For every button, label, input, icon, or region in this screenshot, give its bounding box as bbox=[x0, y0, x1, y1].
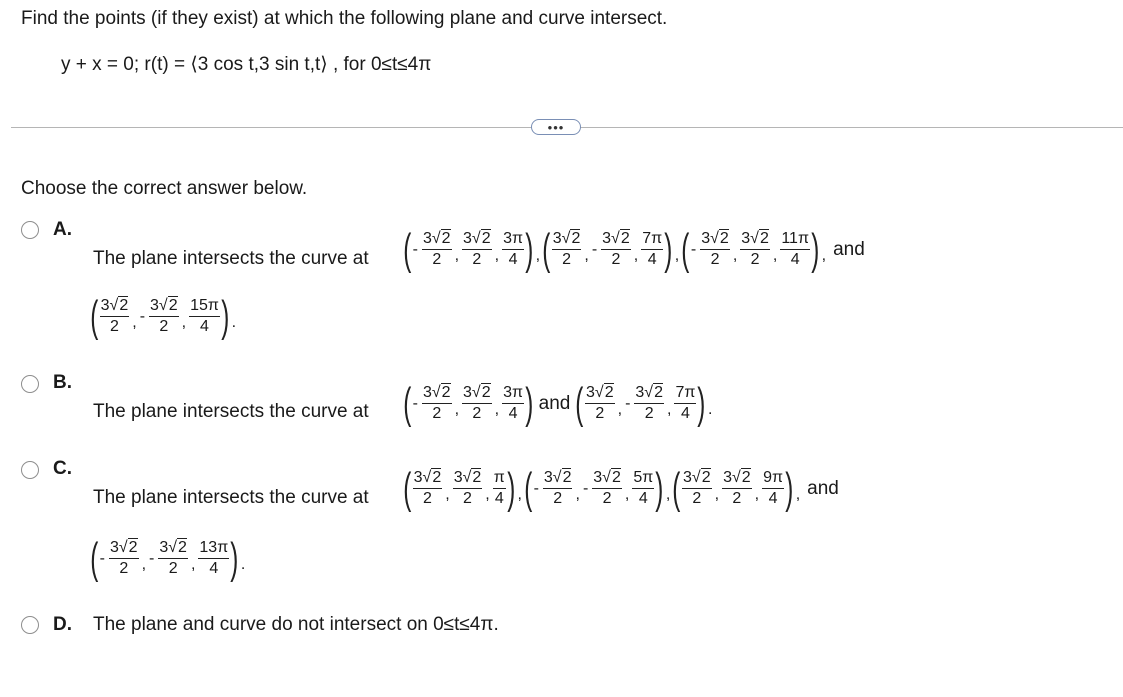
fraction bbox=[462, 385, 492, 423]
fraction-denominator: 2 bbox=[602, 490, 612, 507]
fraction bbox=[674, 385, 696, 423]
minus-sign: - bbox=[412, 241, 418, 258]
comma: , bbox=[517, 486, 522, 503]
radicand: 2 bbox=[571, 230, 581, 248]
comma: , bbox=[772, 247, 778, 264]
period: . bbox=[708, 401, 713, 418]
fraction-denominator: 4 bbox=[638, 490, 648, 507]
and-connector: and bbox=[538, 393, 571, 414]
comma: , bbox=[454, 401, 460, 418]
comma: , bbox=[795, 486, 801, 503]
fraction-numerator: 15π bbox=[189, 298, 220, 317]
comma: , bbox=[132, 314, 137, 331]
fraction bbox=[634, 385, 664, 423]
close-paren: ) bbox=[525, 379, 534, 428]
comma: , bbox=[665, 486, 671, 503]
radicand: 2 bbox=[654, 384, 663, 402]
comma: , bbox=[535, 247, 541, 264]
fraction-numerator: 3√2 bbox=[413, 470, 443, 489]
open-paren: ( bbox=[542, 225, 551, 274]
fraction bbox=[502, 385, 524, 423]
fraction-numerator: 3√2 bbox=[422, 385, 452, 404]
fraction-numerator: 3√2 bbox=[158, 540, 188, 559]
radicand: 2 bbox=[441, 384, 451, 402]
fraction-numerator: 3√2 bbox=[740, 231, 770, 250]
fraction bbox=[158, 540, 188, 578]
fraction bbox=[592, 470, 622, 508]
fraction-numerator: 13π bbox=[198, 540, 229, 559]
option-a-points-line2 bbox=[90, 292, 238, 341]
close-paren: ) bbox=[655, 464, 664, 513]
comma: , bbox=[714, 486, 720, 503]
point-tuple bbox=[681, 225, 820, 274]
fraction bbox=[552, 231, 582, 269]
fraction-numerator: 7π bbox=[674, 385, 696, 404]
point-tuple bbox=[403, 225, 534, 274]
option-a-lead: The plane intersects the curve at bbox=[93, 248, 369, 269]
fraction-numerator: 3√2 bbox=[422, 231, 452, 250]
minus-sign: - bbox=[533, 480, 539, 497]
minus-sign: - bbox=[412, 395, 418, 412]
option-a-points-line1 bbox=[403, 225, 870, 274]
fraction-numerator: π bbox=[493, 470, 506, 489]
close-paren: ) bbox=[507, 464, 516, 513]
minus-sign: - bbox=[149, 550, 155, 567]
period: . bbox=[231, 314, 237, 331]
fraction-denominator: 4 bbox=[209, 560, 219, 577]
minus-sign: - bbox=[582, 480, 589, 497]
fraction-denominator: 4 bbox=[508, 251, 518, 268]
fraction-denominator: 2 bbox=[750, 251, 760, 268]
fraction-denominator: 4 bbox=[508, 405, 518, 422]
fraction bbox=[198, 540, 229, 578]
fraction bbox=[682, 470, 712, 508]
fraction-denominator: 2 bbox=[611, 251, 621, 268]
option-d-letter: D. bbox=[53, 614, 72, 635]
fraction-denominator: 2 bbox=[562, 251, 572, 268]
fraction-numerator: 3√2 bbox=[462, 385, 492, 404]
fraction bbox=[422, 231, 452, 269]
fraction bbox=[722, 470, 752, 508]
fraction-numerator: 3√2 bbox=[722, 470, 752, 489]
option-c-points-line2 bbox=[90, 534, 247, 583]
comma: , bbox=[445, 486, 450, 503]
fraction-denominator: 2 bbox=[168, 560, 178, 577]
fraction bbox=[422, 385, 452, 423]
open-paren: ( bbox=[575, 379, 584, 428]
minus-sign: - bbox=[591, 241, 598, 258]
option-d-text: The plane and curve do not intersect on 0≤t≤4π. bbox=[93, 614, 499, 635]
comma: , bbox=[617, 401, 623, 418]
radicand: 2 bbox=[759, 230, 769, 248]
radicand: 2 bbox=[168, 297, 178, 315]
point-tuple bbox=[403, 379, 534, 428]
fraction-numerator: 3√2 bbox=[682, 470, 712, 489]
question-prompt: Find the points (if they exist) at which the following plane and curve intersect. bbox=[21, 8, 668, 29]
fraction-denominator: 2 bbox=[432, 251, 442, 268]
fraction-denominator: 2 bbox=[710, 251, 720, 268]
minus-sign: - bbox=[690, 241, 697, 258]
fraction-numerator: 3√2 bbox=[462, 231, 492, 250]
fraction-numerator: 3π bbox=[502, 231, 524, 250]
comma: , bbox=[732, 247, 738, 264]
fraction-denominator: 4 bbox=[768, 490, 778, 507]
option-c-points-line1 bbox=[403, 464, 844, 513]
comma: , bbox=[494, 247, 500, 264]
fraction-numerator: 3π bbox=[502, 385, 524, 404]
fraction-denominator: 2 bbox=[432, 405, 442, 422]
comma: , bbox=[633, 247, 639, 264]
fraction bbox=[189, 298, 220, 336]
radicand: 2 bbox=[119, 297, 129, 315]
fraction bbox=[453, 470, 483, 508]
open-paren: ( bbox=[90, 292, 99, 341]
fraction bbox=[149, 298, 179, 336]
fraction-numerator: 3√2 bbox=[109, 540, 139, 559]
comma: , bbox=[754, 486, 760, 503]
point-tuple bbox=[524, 464, 664, 513]
point-tuple bbox=[90, 534, 239, 583]
fraction bbox=[700, 231, 730, 269]
option-c-letter: C. bbox=[53, 458, 72, 479]
fraction bbox=[740, 231, 770, 269]
comma: , bbox=[494, 401, 500, 418]
choose-prompt: Choose the correct answer below. bbox=[21, 178, 308, 199]
fraction-denominator: 4 bbox=[790, 251, 800, 268]
open-paren: ( bbox=[524, 464, 533, 513]
minus-sign: - bbox=[139, 308, 146, 325]
open-paren: ( bbox=[403, 225, 412, 274]
fraction bbox=[109, 540, 139, 578]
fraction-denominator: 2 bbox=[472, 405, 482, 422]
minus-sign: - bbox=[99, 550, 105, 567]
fraction bbox=[632, 470, 654, 508]
option-d-radio[interactable] bbox=[21, 616, 39, 634]
open-paren: ( bbox=[403, 379, 412, 428]
minus-sign: - bbox=[625, 395, 631, 412]
fraction bbox=[502, 231, 524, 269]
fraction-numerator: 3√2 bbox=[552, 231, 582, 250]
radicand: 2 bbox=[481, 230, 491, 248]
more-button[interactable]: ••• bbox=[531, 119, 581, 135]
radicand: 2 bbox=[481, 384, 491, 402]
fraction-denominator: 4 bbox=[494, 490, 504, 507]
fraction bbox=[585, 385, 615, 423]
and-connector: and bbox=[807, 478, 839, 499]
close-paren: ) bbox=[221, 292, 230, 341]
fraction-denominator: 2 bbox=[595, 405, 605, 422]
fraction-denominator: 2 bbox=[463, 490, 472, 507]
point-tuple bbox=[90, 292, 230, 341]
fraction-numerator: 3√2 bbox=[601, 231, 631, 250]
fraction-denominator: 4 bbox=[200, 318, 209, 335]
comma: , bbox=[181, 314, 187, 331]
fraction-denominator: 4 bbox=[647, 251, 657, 268]
fraction-numerator: 3√2 bbox=[149, 298, 179, 317]
comma: , bbox=[190, 556, 196, 573]
fraction bbox=[543, 470, 573, 508]
fraction-denominator: 2 bbox=[423, 490, 432, 507]
close-paren: ) bbox=[230, 534, 239, 583]
point-tuple bbox=[575, 379, 706, 428]
option-b-points bbox=[403, 379, 715, 428]
open-paren: ( bbox=[403, 464, 412, 513]
fraction-numerator: 3√2 bbox=[592, 470, 622, 489]
close-paren: ) bbox=[664, 225, 673, 274]
open-paren: ( bbox=[672, 464, 681, 513]
fraction-numerator: 3√2 bbox=[585, 385, 615, 404]
comma: , bbox=[821, 247, 827, 264]
radicand: 2 bbox=[611, 469, 621, 487]
open-paren: ( bbox=[681, 225, 690, 274]
comma: , bbox=[485, 486, 490, 503]
point-tuple bbox=[672, 464, 794, 513]
fraction bbox=[462, 231, 492, 269]
open-paren: ( bbox=[90, 534, 99, 583]
fraction bbox=[100, 298, 130, 336]
radicand: 2 bbox=[701, 469, 711, 487]
option-c-radio[interactable] bbox=[21, 461, 39, 479]
fraction-numerator: 3√2 bbox=[100, 298, 130, 317]
radicand: 2 bbox=[620, 230, 630, 248]
radicand: 2 bbox=[441, 230, 451, 248]
and-connector: and bbox=[833, 239, 865, 260]
fraction-denominator: 2 bbox=[110, 318, 119, 335]
fraction-numerator: 9π bbox=[762, 470, 784, 489]
radicand: 2 bbox=[604, 384, 614, 402]
fraction bbox=[493, 470, 506, 508]
option-c-lead: The plane intersects the curve at bbox=[93, 487, 369, 508]
comma: , bbox=[575, 486, 580, 503]
comma: , bbox=[624, 486, 630, 503]
fraction-numerator: 3√2 bbox=[634, 385, 664, 404]
fraction-numerator: 3√2 bbox=[700, 231, 730, 250]
given-equations: y + x = 0; r(t) = ⟨3 cos t,3 sin t,t⟩ , for 0≤t≤4π bbox=[61, 54, 432, 75]
fraction-denominator: 2 bbox=[119, 560, 129, 577]
fraction bbox=[413, 470, 443, 508]
option-a-letter: A. bbox=[53, 219, 72, 240]
fraction-denominator: 4 bbox=[680, 405, 690, 422]
fraction-numerator: 5π bbox=[632, 470, 654, 489]
fraction-denominator: 2 bbox=[692, 490, 702, 507]
radicand: 2 bbox=[562, 469, 572, 487]
comma: , bbox=[141, 556, 147, 573]
fraction-numerator: 7π bbox=[641, 231, 663, 250]
close-paren: ) bbox=[525, 225, 534, 274]
fraction-denominator: 2 bbox=[553, 490, 563, 507]
fraction-denominator: 2 bbox=[159, 318, 169, 335]
close-paren: ) bbox=[811, 225, 820, 274]
fraction-numerator: 3√2 bbox=[453, 470, 483, 489]
fraction bbox=[780, 231, 810, 269]
point-tuple bbox=[542, 225, 673, 274]
comma: , bbox=[674, 247, 680, 264]
radicand: 2 bbox=[178, 539, 187, 557]
fraction-numerator: 3√2 bbox=[543, 470, 573, 489]
radicand: 2 bbox=[741, 469, 751, 487]
fraction-denominator: 2 bbox=[644, 405, 654, 422]
fraction bbox=[762, 470, 784, 508]
radicand: 2 bbox=[432, 469, 442, 487]
radicand: 2 bbox=[128, 539, 138, 557]
fraction-denominator: 2 bbox=[732, 490, 742, 507]
option-b-lead: The plane intersects the curve at bbox=[93, 401, 369, 422]
radicand: 2 bbox=[719, 230, 729, 248]
close-paren: ) bbox=[697, 379, 706, 428]
comma: , bbox=[667, 401, 672, 418]
close-paren: ) bbox=[785, 464, 794, 513]
fraction bbox=[601, 231, 631, 269]
fraction bbox=[641, 231, 663, 269]
point-tuple bbox=[403, 464, 516, 513]
period: . bbox=[240, 556, 246, 573]
radicand: 2 bbox=[472, 469, 482, 487]
option-a-radio[interactable] bbox=[21, 221, 39, 239]
comma: , bbox=[454, 247, 460, 264]
fraction-denominator: 2 bbox=[472, 251, 482, 268]
option-b-letter: B. bbox=[53, 372, 72, 393]
option-b-radio[interactable] bbox=[21, 375, 39, 393]
fraction-numerator: 11π bbox=[780, 231, 810, 250]
comma: , bbox=[584, 247, 589, 264]
